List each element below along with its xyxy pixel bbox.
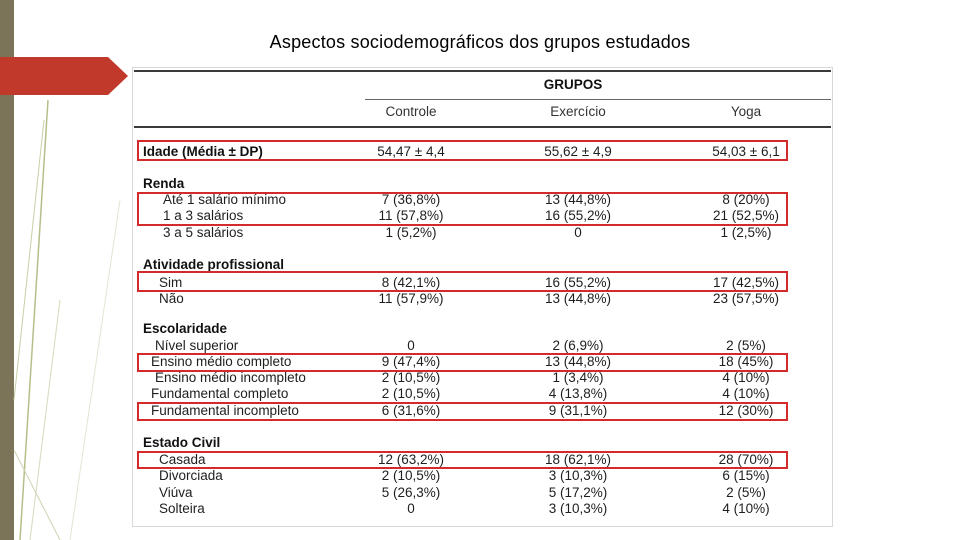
cell-exercicio: 13 (44,8%) (544, 354, 612, 369)
row-label: Casada (159, 452, 206, 467)
cell-controle: 5 (26,3%) (381, 485, 441, 500)
cell-exercicio: 2 (6,9%) (552, 338, 604, 353)
cell-yoga: 18 (45%) (718, 354, 774, 369)
cell-exercicio: 4 (13,8%) (548, 386, 608, 401)
cell-yoga: 4 (10%) (722, 370, 770, 385)
cell-controle: 6 (31,6%) (381, 403, 441, 418)
table-top-rule (134, 70, 831, 72)
row-label: 3 a 5 salários (163, 225, 244, 240)
row-label: Não (159, 291, 184, 306)
cell-exercicio: 3 (10,3%) (548, 468, 608, 483)
highlight-box (137, 140, 788, 161)
cell-exercicio: 1 (3,4%) (552, 370, 604, 385)
cell-yoga: 2 (5%) (726, 338, 766, 353)
cell-controle: 12 (63,2%) (377, 452, 445, 467)
row-label: Fundamental completo (151, 386, 289, 401)
row-label: Viúva (159, 485, 193, 500)
section-label: Renda (143, 176, 185, 191)
column-header-controle: Controle (385, 104, 437, 119)
cell-yoga: 1 (2,5%) (720, 225, 772, 240)
row-label: Nível superior (155, 338, 239, 353)
groups-header: GRUPOS (543, 77, 603, 92)
highlight-box (137, 451, 788, 469)
highlight-box (137, 192, 788, 226)
cell-controle: 2 (10,5%) (381, 370, 441, 385)
row-label: Ensino médio completo (151, 354, 292, 369)
cell-exercicio: 3 (10,3%) (548, 501, 608, 516)
cell-exercicio: 55,62 ± 4,9 (544, 144, 612, 159)
cell-controle: 2 (10,5%) (381, 386, 441, 401)
row-label: Fundamental incompleto (151, 403, 299, 418)
cell-yoga: 6 (15%) (722, 468, 770, 483)
cell-exercicio: 0 (574, 225, 582, 240)
cell-yoga: 12 (30%) (718, 403, 774, 418)
cell-controle: 54,47 ± 4,4 (377, 144, 445, 159)
cell-controle: 0 (407, 338, 415, 353)
row-label: Idade (Média ± DP) (143, 144, 263, 159)
cell-controle: 2 (10,5%) (381, 468, 441, 483)
row-label: 1 a 3 salários (163, 208, 244, 223)
cell-controle: 9 (47,4%) (381, 354, 441, 369)
groups-underline (365, 99, 831, 100)
cell-yoga: 4 (10%) (722, 386, 770, 401)
header-bottom-rule (134, 126, 831, 128)
row-label: Até 1 salário mínimo (163, 192, 287, 207)
slide-title: Aspectos sociodemográficos dos grupos estudados (269, 32, 691, 52)
cell-yoga: 4 (10%) (722, 501, 770, 516)
highlight-box (137, 353, 788, 372)
cell-controle: 0 (407, 501, 415, 516)
cell-yoga: 8 (20%) (722, 192, 770, 207)
cell-exercicio: 18 (62,1%) (544, 452, 612, 467)
section-label: Estado Civil (143, 435, 221, 450)
highlight-box (137, 271, 788, 292)
cell-exercicio: 13 (44,8%) (544, 192, 612, 207)
cell-exercicio: 9 (31,1%) (548, 403, 608, 418)
section-label: Atividade profissional (143, 257, 285, 272)
row-label: Sim (159, 275, 183, 290)
row-label: Ensino médio incompleto (155, 370, 306, 385)
cell-exercicio: 5 (17,2%) (548, 485, 608, 500)
row-label: Solteira (159, 501, 205, 516)
cell-exercicio: 16 (55,2%) (544, 208, 612, 223)
cell-yoga: 2 (5%) (726, 485, 766, 500)
cell-yoga: 17 (42,5%) (712, 275, 780, 290)
cell-controle: 1 (5,2%) (385, 225, 437, 240)
red-accent-tab (0, 57, 128, 95)
column-header-exercicio: Exercício (550, 104, 606, 119)
cell-yoga: 28 (70%) (718, 452, 774, 467)
cell-yoga: 21 (52,5%) (712, 208, 780, 223)
row-label: Divorciada (159, 468, 223, 483)
cell-yoga: 23 (57,5%) (712, 291, 780, 306)
section-label: Escolaridade (143, 321, 228, 336)
cell-controle: 11 (57,9%) (378, 291, 444, 306)
cell-controle: 7 (36,8%) (381, 192, 441, 207)
cell-exercicio: 13 (44,8%) (544, 291, 612, 306)
cell-yoga: 54,03 ± 6,1 (712, 144, 780, 159)
cell-controle: 8 (42,1%) (381, 275, 441, 290)
data-table (132, 67, 833, 527)
cell-exercicio: 16 (55,2%) (544, 275, 612, 290)
highlight-box (137, 402, 788, 421)
cell-controle: 11 (57,8%) (378, 208, 444, 223)
column-header-yoga: Yoga (730, 104, 762, 119)
